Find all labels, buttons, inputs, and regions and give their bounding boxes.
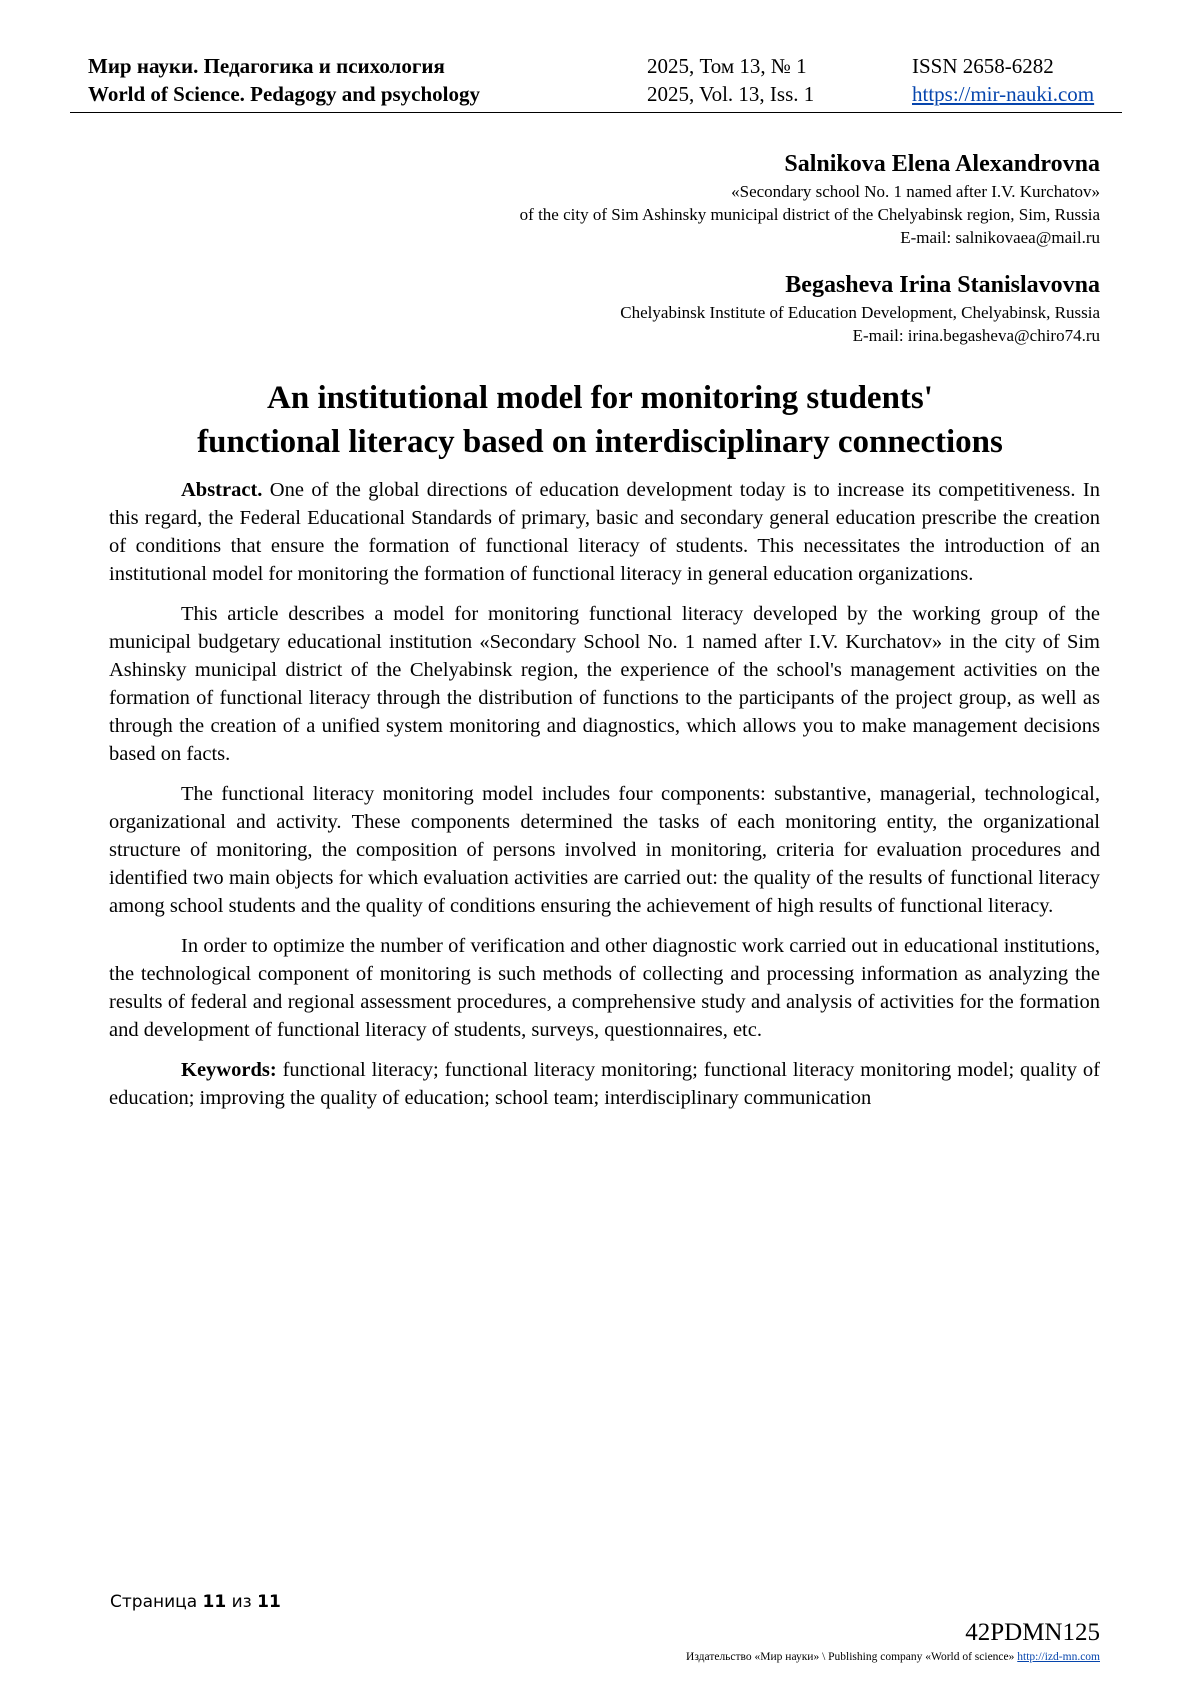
author-name: Begasheva Irina Stanislavovna [785,272,1100,298]
page-number [110,1591,281,1613]
article-title-line: functional literacy based on interdisciplinary connections [197,424,1003,460]
abstract-text: One of the global directions of education development today is to increase its competitiveness. In this regard, the Federal Educational Standards of primary, basic and secondary general education prescribe the creation of conditions that ensure the formation of functional literacy of students. This necessitates the introduction of an institutional model for monitoring the formation of functional literacy in general education organizations. [109,479,1100,585]
author-affiliation-line: of the city of Sim Ashinsky municipal district of the Chelyabinsk region, Sim, Russia [519,205,1100,224]
issn: ISSN 2658-6282 [912,54,1054,78]
article-code: 42PDMN125 [965,1619,1100,1646]
page-total: 11 [257,1592,281,1612]
author-affiliation-line: Chelyabinsk Institute of Education Development, Chelyabinsk, Russia [620,303,1100,322]
journal-title-ru: Мир науки. Педагогика и психология [88,54,445,78]
article-title-line: An institutional model for monitoring students' [267,380,933,416]
header-row-en [88,80,1120,108]
page-current: 11 [202,1592,227,1612]
issue-info-ru: 2025, Том 13, № 1 [647,54,807,78]
abstract-paragraph [109,476,1100,588]
publisher-text: Издательство «Мир науки» \ Publishing company «World of science» [686,1651,1018,1663]
keywords-paragraph [109,1056,1100,1112]
author-2 [100,269,1100,347]
author-email: E-mail: salnikovaea@mail.ru [900,228,1100,247]
issue-info-en: 2025, Vol. 13, Iss. 1 [647,82,815,106]
keywords-label: Keywords: [181,1059,277,1081]
publisher-link[interactable]: http://izd-mn.com [1017,1651,1100,1663]
abstract-paragraph: This article describes a model for monitoring functional literacy developed by the working group of the municipal budgetary educational institution «Secondary School No. 1 named after I.V. Kurchatov» in the city of Sim Ashinsky municipal district of the Chelyabinsk region, the experience of the school's management activities on the formation of functional literacy through the distribution of functions to the participants of the project group, as well as through the creation of a unified system monitoring and diagnostics, which allows you to make management decisions based on facts. [109,603,1100,765]
abstract-paragraph: In order to optimize the number of verification and other diagnostic work carried out in educational institutions, the technological component of monitoring is such methods of collecting and processing information as analyzing the results of federal and regional assessment procedures, a comprehensive study and analysis of activities for the formation and development of functional literacy of students, surveys, questionnaires, etc. [109,935,1100,1041]
running-header [88,52,1120,108]
journal-title-en: World of Science. Pedagogy and psychology [88,82,481,106]
abstract-label: Abstract. [181,479,263,501]
publisher-line [686,1650,1100,1664]
header-row-ru [88,52,1120,80]
author-email: E-mail: irina.begasheva@chiro74.ru [852,326,1100,345]
author-list [100,148,1100,347]
header-divider [70,112,1122,113]
author-1 [100,148,1100,249]
page-prefix: Страница [110,1592,203,1612]
keywords-text: functional literacy; functional literacy monitoring; functional literacy monitoring model; quality of education; improving the quality of education; school team; interdisciplinary communication [109,1059,1100,1109]
abstract-section [109,476,1100,1124]
author-name: Salnikova Elena Alexandrovna [784,151,1100,177]
journal-website-link[interactable]: https://mir-nauki.com [912,82,1095,106]
page-separator: из [226,1592,258,1612]
author-affiliation-line: «Secondary school No. 1 named after I.V. Kurchatov» [731,182,1100,201]
abstract-paragraph: The functional literacy monitoring model includes four components: substantive, managerial, technological, organizational and activity. These components determined the tasks of each monitoring entity, the organizational structure of monitoring, the composition of persons involved in monitoring, criteria for evaluation procedures and identified two main objects for which evaluation activities are carried out: the quality of the results of functional literacy among school students and the quality of conditions ensuring the achievement of high results of functional literacy. [109,783,1100,917]
article-title [100,376,1100,464]
